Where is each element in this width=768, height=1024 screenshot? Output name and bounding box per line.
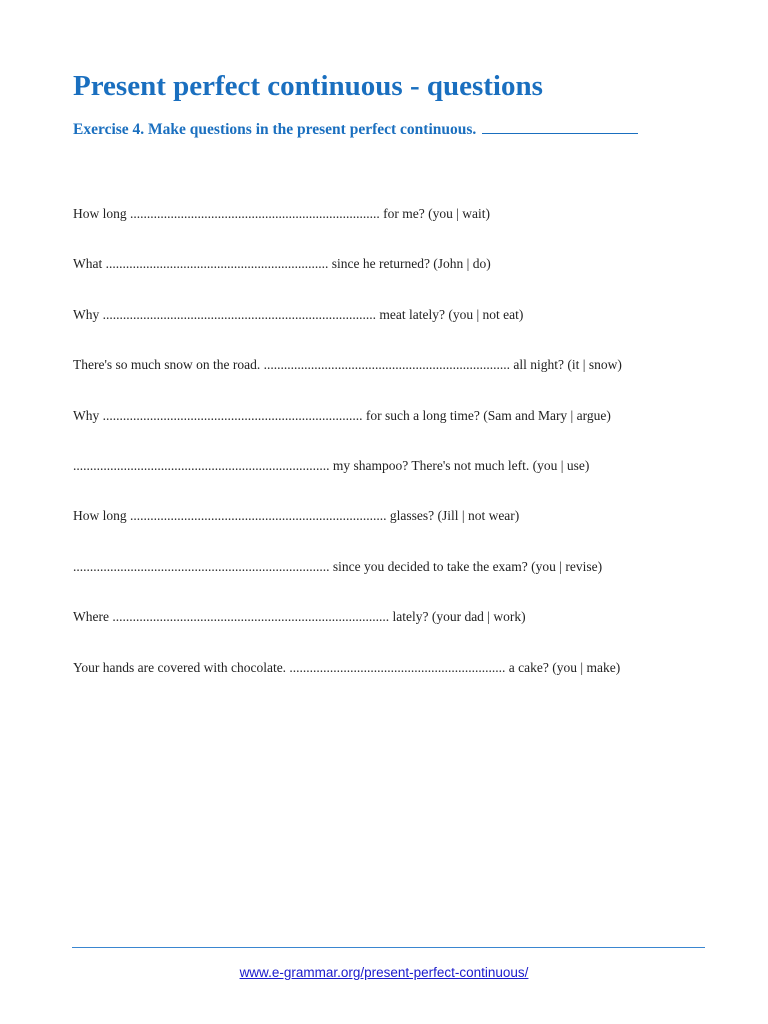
exercise-item-1: How long .......................................................................... for me? (you | wait) [73, 206, 491, 221]
exercise-item-8: ............................................................................ since you decided to take the exam? (you | revise) [73, 558, 603, 574]
exercise-item-4: There's so much snow on the road. ......................................................................... all night? (it | snow) [73, 357, 622, 373]
exercise-item-5: Why ............................................................................. for such a long time? (Sam and Mary | argue) [73, 407, 611, 423]
exercise-item-2: What .................................................................. since he returned? (John | do) [73, 256, 491, 272]
exercise-list [73, 205, 703, 709]
exercise-item-6: ............................................................................ my shampoo? There's not much left. (you | use) [73, 457, 590, 473]
page-title: Present perfect continuous - questions [73, 70, 543, 102]
footer-link[interactable]: www.e-grammar.org/present-perfect-continuous/ [239, 965, 529, 980]
exercise-item-3: Why ................................................................................. meat lately? (you | not eat) [73, 306, 524, 322]
exercise-instruction-text: Exercise 4. Make questions in the present perfect continuous. [73, 121, 477, 138]
exercise-item-7: How long ............................................................................ glasses? (Jill | not wear) [73, 508, 520, 524]
exercise-item-10: Your hands are covered with chocolate. ................................................................ a cake? (you | make) [73, 659, 621, 675]
exercise-instruction [73, 120, 638, 139]
exercise-item-9: Where .................................................................................. lately? (your dad | work) [73, 609, 526, 625]
footer-divider [72, 947, 705, 948]
instruction-underline [482, 120, 638, 134]
